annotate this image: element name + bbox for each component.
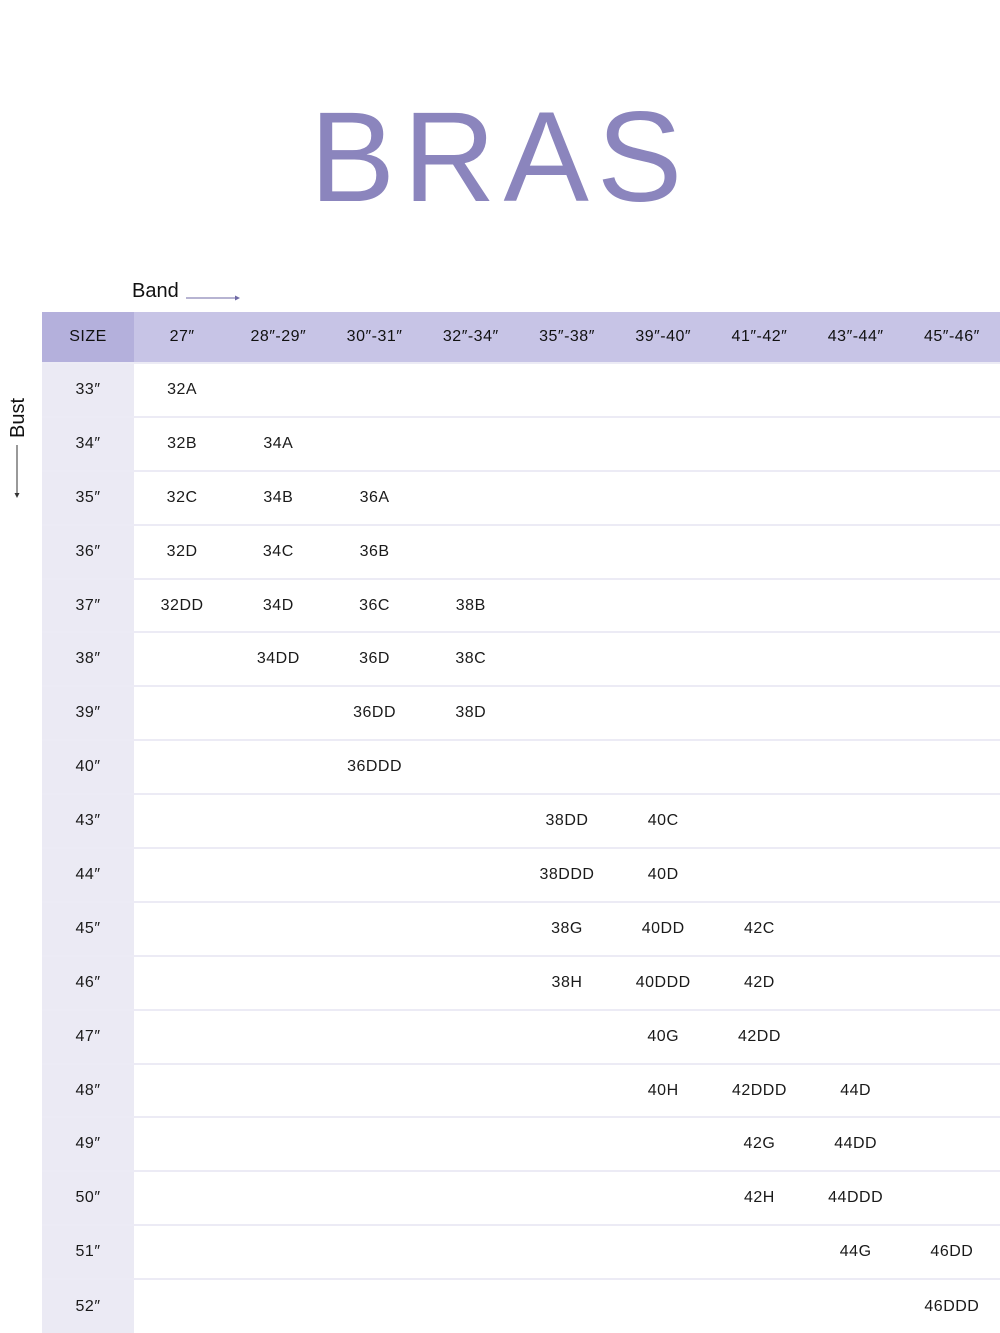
- bra-size-cell: [230, 1117, 326, 1171]
- bra-size-cell: 46DD: [930, 1243, 974, 1261]
- bra-size-cell: [134, 902, 230, 956]
- bra-size-cell: [134, 1171, 230, 1225]
- bra-size-cell: [808, 686, 904, 740]
- bra-size-cell: 42D: [743, 973, 775, 991]
- bust-size-cell: 52″: [42, 1279, 134, 1333]
- table-row: [42, 848, 1000, 902]
- bra-size-cell: [519, 1117, 615, 1171]
- bra-size-cell: [519, 417, 615, 471]
- bra-size-cell: [904, 1064, 1000, 1118]
- bra-size-cell: [230, 1171, 326, 1225]
- bra-size-cell: [615, 740, 711, 794]
- bra-size-cell: 38B: [455, 596, 486, 614]
- bra-size-cell: [615, 363, 711, 417]
- bra-size-cell: [904, 525, 1000, 579]
- bra-size-cell: [134, 848, 230, 902]
- bra-size-cell: [423, 794, 519, 848]
- bra-size-cell: 38D: [455, 704, 487, 722]
- down-arrow-icon: [11, 445, 23, 501]
- bra-size-cell: 40G: [647, 1027, 680, 1045]
- bra-size-cell: [519, 363, 615, 417]
- band-column-header: 39″-40″: [635, 328, 692, 345]
- bra-size-cell: [711, 1279, 807, 1333]
- bra-size-cell: [134, 1225, 230, 1279]
- bra-size-cell: 40C: [647, 812, 679, 830]
- bra-size-cell: 38DDD: [539, 865, 595, 883]
- bra-size-cell: [711, 1225, 807, 1279]
- bra-size-cell: [711, 525, 807, 579]
- bra-size-cell: [808, 471, 904, 525]
- bra-size-cell: [904, 1171, 1000, 1225]
- bra-size-cell: 44DD: [834, 1135, 878, 1153]
- bra-size-cell: [808, 740, 904, 794]
- bust-axis-label: Bust: [7, 397, 29, 438]
- bra-size-cell: 38C: [455, 650, 487, 668]
- bust-size-cell: 37″: [42, 579, 134, 633]
- bra-size-cell: [134, 794, 230, 848]
- bra-size-cell: 36DD: [353, 704, 396, 722]
- bust-size-cell: 39″: [42, 686, 134, 740]
- bra-size-cell: [519, 525, 615, 579]
- bra-size-cell: [711, 740, 807, 794]
- bra-size-cell: [423, 363, 519, 417]
- bra-size-cell: 36D: [359, 650, 390, 668]
- bra-size-cell: [423, 471, 519, 525]
- bra-size-cell: 36B: [359, 542, 390, 560]
- bra-size-cell: [904, 417, 1000, 471]
- bra-size-cell: 44G: [839, 1243, 872, 1261]
- bra-size-cell: 40H: [647, 1081, 679, 1099]
- bra-size-cell: 42H: [743, 1189, 775, 1207]
- bra-size-cell: 42DD: [737, 1027, 781, 1045]
- bra-size-cell: [711, 363, 807, 417]
- bra-size-cell: [230, 1010, 326, 1064]
- bra-size-cell: [326, 956, 422, 1010]
- bra-size-cell: [904, 363, 1000, 417]
- table-row: [42, 740, 1000, 794]
- table-row: [42, 525, 1000, 579]
- bra-size-cell: [134, 1064, 230, 1118]
- bra-size-cell: [711, 579, 807, 633]
- bra-size-cell: [615, 417, 711, 471]
- bust-size-cell: 44″: [42, 848, 134, 902]
- bra-size-cell: [326, 1117, 422, 1171]
- bra-size-cell: [134, 1279, 230, 1333]
- bra-size-cell: 32D: [166, 542, 198, 560]
- bra-size-cell: [904, 632, 1000, 686]
- bra-size-cell: [423, 1117, 519, 1171]
- bra-size-cell: [230, 686, 326, 740]
- bra-size-cell: [230, 1225, 326, 1279]
- bra-size-cell: [134, 1010, 230, 1064]
- table-row: [42, 1010, 1000, 1064]
- size-column-header: SIZE: [42, 312, 134, 363]
- bra-size-cell: [904, 794, 1000, 848]
- table-row: [42, 1171, 1000, 1225]
- bra-size-cell: [519, 471, 615, 525]
- bra-size-cell: [326, 1279, 422, 1333]
- bra-size-cell: 38H: [551, 973, 583, 991]
- bra-size-cell: 40DD: [641, 919, 685, 937]
- bra-size-cell: [711, 686, 807, 740]
- bra-size-cell: [808, 632, 904, 686]
- bra-size-cell: [230, 1279, 326, 1333]
- bra-size-cell: [423, 848, 519, 902]
- bust-size-cell: 40″: [42, 740, 134, 794]
- table-row: [42, 417, 1000, 471]
- bra-size-cell: 38DD: [545, 812, 589, 830]
- bra-size-cell: [519, 579, 615, 633]
- bust-size-cell: 45″: [42, 902, 134, 956]
- bra-size-cell: [904, 902, 1000, 956]
- bra-size-cell: [615, 525, 711, 579]
- bra-size-cell: [519, 1064, 615, 1118]
- bra-size-cell: 34C: [262, 542, 294, 560]
- bra-size-cell: [326, 1225, 422, 1279]
- bra-size-cell: [808, 417, 904, 471]
- bra-size-cell: [230, 956, 326, 1010]
- bust-size-cell: 50″: [42, 1171, 134, 1225]
- bra-size-cell: [615, 471, 711, 525]
- bra-size-cell: [519, 1225, 615, 1279]
- bra-size-cell: [423, 1225, 519, 1279]
- bra-size-cell: 34D: [262, 596, 294, 614]
- bra-size-cell: [423, 1064, 519, 1118]
- bra-size-cell: [519, 1171, 615, 1225]
- bra-size-cell: [808, 363, 904, 417]
- bra-size-cell: [230, 902, 326, 956]
- bra-size-cell: [904, 956, 1000, 1010]
- bra-size-cell: 32DD: [160, 596, 204, 614]
- bra-size-cell: [519, 686, 615, 740]
- table-row: [42, 471, 1000, 525]
- band-axis-label: Band: [132, 280, 179, 302]
- bra-size-cell: [711, 848, 807, 902]
- bust-size-cell: 33″: [42, 363, 134, 417]
- bra-size-cell: 38G: [551, 919, 583, 937]
- bra-size-cell: 42C: [743, 919, 775, 937]
- bra-size-cell: [711, 417, 807, 471]
- bust-size-cell: 47″: [42, 1010, 134, 1064]
- table-row: [42, 1279, 1000, 1333]
- bra-size-cell: [326, 1010, 422, 1064]
- bra-size-cell: [519, 1279, 615, 1333]
- bra-size-cell: [326, 902, 422, 956]
- table-row: [42, 632, 1000, 686]
- bra-size-cell: [808, 525, 904, 579]
- band-column-header: 27″: [169, 328, 195, 345]
- bra-size-cell: [808, 1279, 904, 1333]
- bra-size-cell: [230, 1064, 326, 1118]
- band-column-header: 41″-42″: [731, 328, 788, 345]
- bra-size-cell: [615, 1117, 711, 1171]
- bra-size-cell: [808, 579, 904, 633]
- bra-size-cell: [904, 1117, 1000, 1171]
- table-row: [42, 902, 1000, 956]
- bra-size-cell: [615, 632, 711, 686]
- bra-size-cell: 32B: [167, 434, 198, 452]
- bust-axis: [6, 390, 32, 500]
- bra-size-cell: [904, 579, 1000, 633]
- bra-size-cell: [326, 417, 422, 471]
- bra-size-cell: [808, 956, 904, 1010]
- bra-size-cell: 34DD: [256, 650, 300, 668]
- table-row: [42, 956, 1000, 1010]
- right-arrow-icon: [186, 292, 242, 304]
- bra-size-cell: [904, 686, 1000, 740]
- bra-size-cell: 42G: [743, 1135, 776, 1153]
- table-row: [42, 1064, 1000, 1118]
- bra-size-cell: [904, 740, 1000, 794]
- bra-size-cell: [808, 794, 904, 848]
- bra-size-cell: [423, 525, 519, 579]
- band-column-header: 28″-29″: [250, 328, 307, 345]
- bra-size-cell: 36A: [359, 488, 390, 506]
- table-header-row: [42, 312, 1000, 363]
- table-row: [42, 1117, 1000, 1171]
- bra-size-cell: [423, 417, 519, 471]
- bra-size-cell: [326, 363, 422, 417]
- bra-size-cell: [615, 1225, 711, 1279]
- band-column-header: 35″-38″: [539, 328, 595, 345]
- bra-size-cell: 32A: [167, 380, 198, 398]
- bra-size-cell: [134, 686, 230, 740]
- bra-size-cell: [134, 956, 230, 1010]
- bra-size-cell: [230, 848, 326, 902]
- bra-size-cell: [423, 1171, 519, 1225]
- bra-size-cell: [808, 848, 904, 902]
- bra-size-cell: [423, 956, 519, 1010]
- bra-size-cell: [134, 632, 230, 686]
- bra-size-cell: [423, 902, 519, 956]
- table-row: [42, 1225, 1000, 1279]
- table-row: [42, 579, 1000, 633]
- bra-size-cell: 44DDD: [828, 1189, 884, 1207]
- bra-size-cell: [423, 740, 519, 794]
- bra-size-cell: 44D: [840, 1081, 872, 1099]
- table-body: [42, 363, 1000, 1333]
- bra-size-cell: 36C: [359, 596, 390, 614]
- bra-size-cell: 40D: [647, 865, 679, 883]
- bra-size-cell: [615, 1171, 711, 1225]
- table-row: [42, 794, 1000, 848]
- bust-size-cell: 35″: [42, 471, 134, 525]
- band-column-header: 45″-46″: [924, 328, 980, 345]
- bra-size-cell: [615, 579, 711, 633]
- bra-size-cell: [326, 794, 422, 848]
- bust-size-cell: 43″: [42, 794, 134, 848]
- bra-size-cell: [134, 1117, 230, 1171]
- bra-size-cell: [615, 1279, 711, 1333]
- bra-size-cell: [711, 632, 807, 686]
- bra-size-cell: [230, 363, 326, 417]
- bra-size-cell: [519, 1010, 615, 1064]
- bra-size-cell: [230, 794, 326, 848]
- page-title: BRAS: [309, 86, 691, 229]
- bra-size-table: [42, 312, 1000, 1333]
- bra-size-cell: 36DDD: [347, 758, 403, 776]
- bra-size-cell: [134, 740, 230, 794]
- bra-size-cell: [519, 632, 615, 686]
- bra-size-cell: [808, 1010, 904, 1064]
- bra-size-cell: [711, 794, 807, 848]
- bra-size-cell: 46DDD: [924, 1297, 980, 1315]
- bust-size-cell: 49″: [42, 1117, 134, 1171]
- bust-size-cell: 46″: [42, 956, 134, 1010]
- bra-size-cell: [904, 848, 1000, 902]
- bra-size-cell: 40DDD: [635, 973, 691, 991]
- bust-size-cell: 48″: [42, 1064, 134, 1118]
- bra-size-cell: [326, 848, 422, 902]
- bra-size-cell: 34B: [263, 488, 294, 506]
- bra-size-cell: [615, 686, 711, 740]
- bra-size-cell: [808, 902, 904, 956]
- bust-size-cell: 36″: [42, 525, 134, 579]
- bra-size-cell: [519, 740, 615, 794]
- bra-size-cell: 32C: [166, 488, 198, 506]
- bust-size-cell: 51″: [42, 1225, 134, 1279]
- bra-size-cell: [423, 1010, 519, 1064]
- bust-size-cell: 34″: [42, 417, 134, 471]
- bra-size-cell: [711, 471, 807, 525]
- bra-size-cell: [904, 1010, 1000, 1064]
- bra-size-cell: [904, 471, 1000, 525]
- band-column-header: 43″-44″: [827, 328, 884, 345]
- bust-size-cell: 38″: [42, 632, 134, 686]
- table-row: [42, 363, 1000, 417]
- bra-size-cell: [423, 1279, 519, 1333]
- bra-size-cell: [326, 1064, 422, 1118]
- band-column-header: 32″-34″: [442, 328, 499, 345]
- bra-size-cell: [230, 740, 326, 794]
- bra-size-cell: [326, 1171, 422, 1225]
- band-column-header: 30″-31″: [346, 328, 403, 345]
- table-row: [42, 686, 1000, 740]
- bra-size-cell: 34A: [263, 434, 294, 452]
- bra-size-cell: 42DDD: [731, 1081, 787, 1099]
